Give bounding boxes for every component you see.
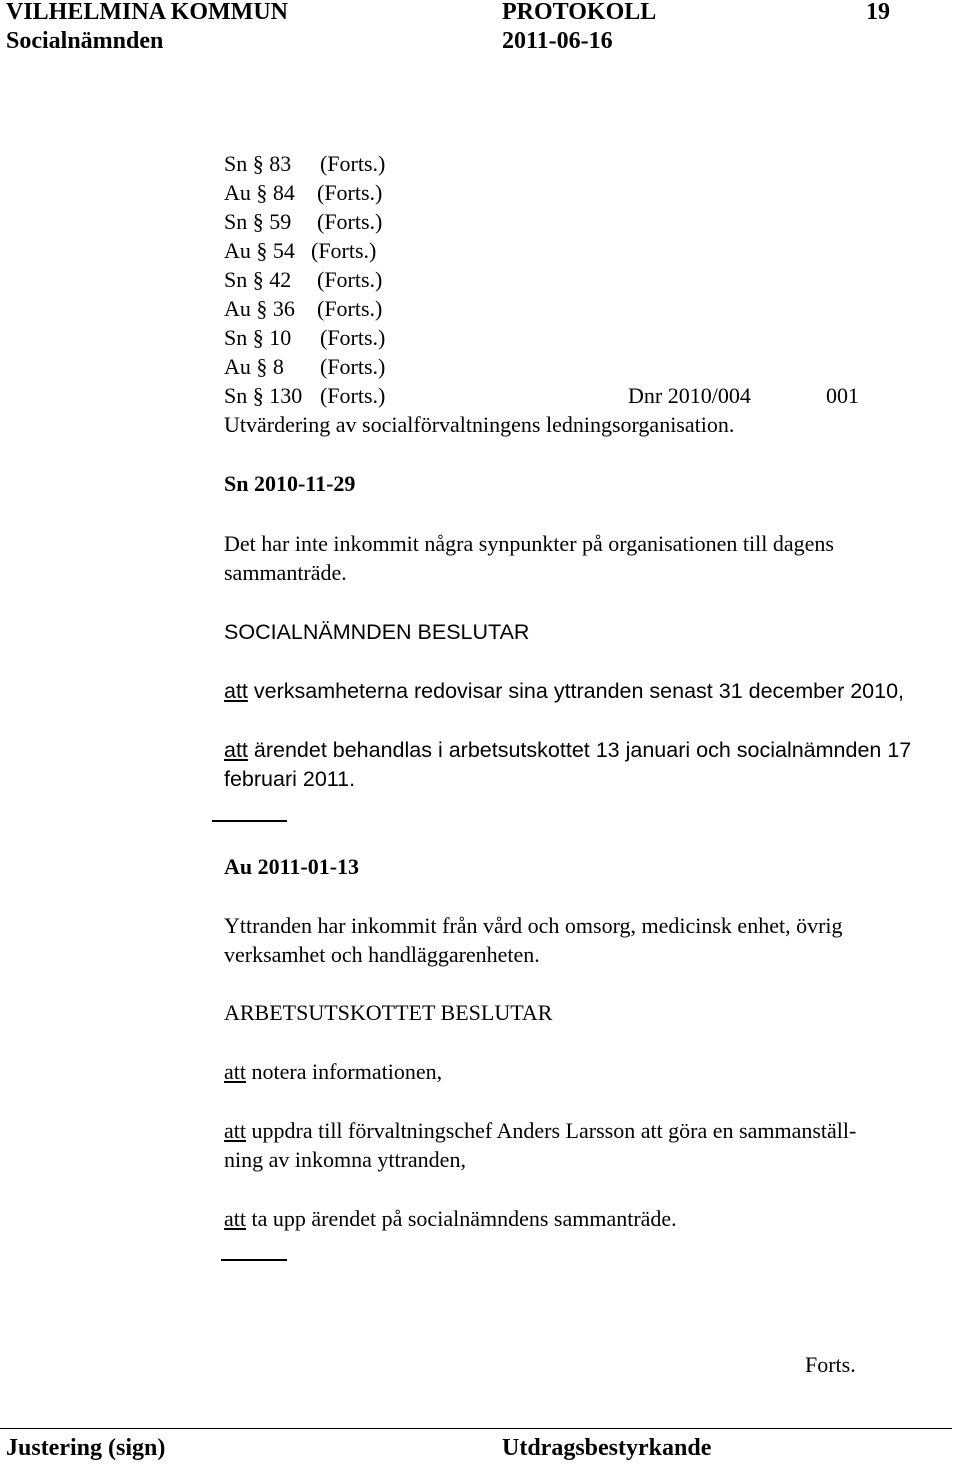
section-number: 83 <box>269 151 292 176</box>
section-forts: (Forts.) <box>320 354 386 379</box>
section-number: 54 <box>272 238 295 263</box>
sn-decision-1 <box>224 677 904 705</box>
page-number: 19 <box>866 0 890 25</box>
section-number: 42 <box>269 267 292 292</box>
sn-decision-1-text: verksamheterna redovisar sina yttranden senast 31 december 2010, <box>247 679 905 703</box>
section-prefix: Au <box>224 180 251 205</box>
section-prefix: Sn <box>224 151 248 176</box>
section-prefix: Au <box>224 296 251 321</box>
section-forts: (Forts.) <box>317 267 383 292</box>
au-decision-1-text: notera informationen, <box>246 1059 443 1084</box>
committee-name: Socialnämnden <box>6 28 164 54</box>
section-symbol: § <box>252 325 264 350</box>
section-symbol: § <box>256 354 268 379</box>
document-type: PROTOKOLL <box>502 0 657 25</box>
section-prefix: Au <box>224 354 251 379</box>
section-forts: (Forts.) <box>320 383 386 408</box>
au-decision-1 <box>224 1058 442 1086</box>
footer-utdrag: Utdragsbestyrkande <box>502 1435 712 1461</box>
sn-text-line-2: sammanträde. <box>224 560 347 585</box>
au-meeting-heading: Au 2011-01-13 <box>224 854 360 879</box>
separator-line <box>212 820 287 822</box>
municipality-name: VILHELMINA KOMMUN <box>6 0 288 25</box>
section-forts: (Forts.) <box>317 209 383 234</box>
att-word: att <box>224 1206 246 1231</box>
att-word: att <box>224 1118 246 1143</box>
section-prefix: Sn <box>224 383 248 408</box>
sn-meeting-heading: Sn 2010-11-29 <box>224 471 356 496</box>
sn-decision-heading: SOCIALNÄMNDEN BESLUTAR <box>224 620 530 644</box>
section-forts: (Forts.) <box>317 180 383 205</box>
sn-decision-2-text: ärendet behandlas i arbetsutskottet 13 januari och socialnämnden 17 <box>247 738 912 762</box>
att-word: att <box>224 1059 246 1084</box>
section-forts: (Forts.) <box>311 238 377 263</box>
au-decision-2-text: uppdra till förvaltningschef Anders Larsson att göra en sammanställ- <box>246 1118 857 1143</box>
au-decision-heading: ARBETSUTSKOTTET BESLUTAR <box>224 1000 553 1025</box>
protocol-date: 2011-06-16 <box>502 28 613 54</box>
footer-rule <box>0 1428 952 1429</box>
section-forts: (Forts.) <box>320 325 386 350</box>
au-text-line-2: verksamhet och handläggarenheten. <box>224 942 540 967</box>
section-prefix: Sn <box>224 267 248 292</box>
separator-line <box>221 1259 287 1261</box>
dnr-label: Dnr 2010/004 <box>628 383 751 408</box>
au-text-line-1: Yttranden har inkommit från vård och omsorg, medicinsk enhet, övrig <box>224 913 843 938</box>
section-number: 8 <box>272 354 284 379</box>
section-symbol: § <box>256 238 268 263</box>
section-symbol: § <box>252 267 264 292</box>
section-number: 10 <box>269 325 292 350</box>
section-forts: (Forts.) <box>317 296 383 321</box>
section-prefix: Sn <box>224 209 248 234</box>
sn-meeting-text <box>224 530 834 558</box>
case-subject: Utvärdering av socialförvaltningens ledningsorganisation. <box>224 412 735 437</box>
section-number: 36 <box>272 296 295 321</box>
section-symbol: § <box>252 209 264 234</box>
section-number: 130 <box>269 383 303 408</box>
sn-decision-2-cont: februari 2011. <box>224 767 356 791</box>
section-number: 59 <box>269 209 292 234</box>
sn-decision-2 <box>224 736 911 764</box>
sn-text-line-1: Det har inte inkommit några synpunkter på organisationen till dagens <box>224 531 834 556</box>
continued-label: Forts. <box>805 1352 856 1377</box>
att-word: att <box>224 738 248 762</box>
footer-justering: Justering (sign) <box>6 1435 166 1461</box>
au-decision-2-cont: ning av inkomna yttranden, <box>224 1147 466 1172</box>
section-symbol: § <box>256 296 268 321</box>
au-decision-3-text: ta upp ärendet på socialnämndens sammanträde. <box>246 1206 677 1231</box>
section-symbol: § <box>252 383 264 408</box>
section-forts: (Forts.) <box>320 151 386 176</box>
att-word: att <box>224 679 248 703</box>
au-decision-3 <box>224 1205 677 1233</box>
dnr-code: 001 <box>826 383 859 408</box>
au-decision-2 <box>224 1117 856 1145</box>
section-prefix: Au <box>224 238 251 263</box>
section-symbol: § <box>256 180 268 205</box>
section-number: 84 <box>272 180 295 205</box>
section-prefix: Sn <box>224 325 248 350</box>
section-symbol: § <box>252 151 264 176</box>
